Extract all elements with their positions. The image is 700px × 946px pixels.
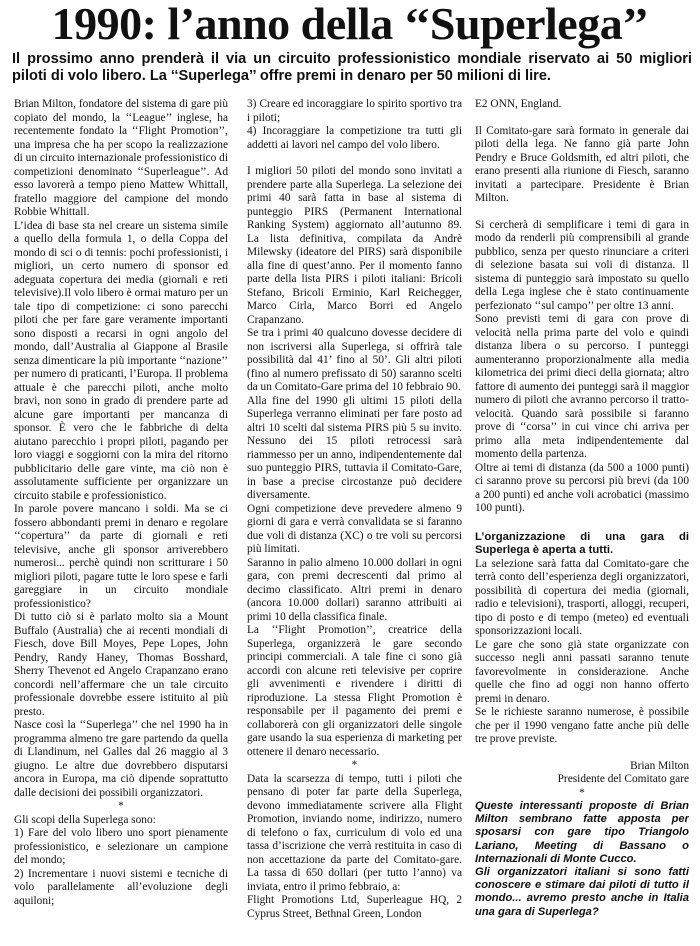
paragraph: Oltre ai temi di distanza (da 500 a 1000 punti) ci saranno prove su percorsi più brevi (da 100 a 200 punti) ed anche voli acrobatici (massimo 100 punti). [475,461,689,514]
address: E2 ONN, England. [475,98,562,110]
section-separator: * [118,800,124,812]
paragraph: Gli scopi della Superlega sono: [14,813,156,826]
paragraph: Brian Milton, fondatore del sistema di gare più copiato del mondo, la ‘‘League’’ inglese, ha recentemente fondato la ‘‘Flight Promotion’’, una impresa che ha per scopo la realizzazione di un circuito internazionale professionistico di competizioni denominato ‘‘Superleague’’. Ad esso lavorerà a tempo pieno Mattew Whittall, fratello maggiore del campione del mondo Robbie Whittall. [14,98,228,218]
paragraph: Le gare che sono già state organizzate con successo negli anni passati saranno tenute favorevolmente in considerazione. Anche quelle che fino ad oggi non hanno offerto premi in denaro. [475,638,689,705]
spacer [475,516,689,529]
paragraph: Data la scarsezza di tempo, tutti i piloti che pensano di poter far parte della Superlega, devono immediatamente scrivere alla Flight Promotion, inviando nome, indirizzo, numero di telefono o fax, curriculum di volo ed una tassa d’iscrizione che verrà restituita in caso di non accettazione da parte del Comitato-gare. La tassa di 650 dollari (per tutto l’anno) va inviata, entro il primo febbraio, a: [247,772,462,893]
editorial-note: Gli organizzatori italiani si sono fatti conoscere e stimare dai piloti di tutto il mondo... avremo presto anche in Italia una gara di Superlega? [475,866,689,918]
paragraph: I migliori 50 piloti del mondo sono invitati a prendere parte alla Superlega. La selezione dei primi 40 sarà fatta in base al sistema di punteggio PIRS (Permanent International Ranking System) aggiornato all’autunno 89. La lista definitiva, compilata da Andrè Milewsky (ideatore del PIRS) sarà disponibile alla fine di quest’anno. Per il momento fanno parte della lista PIRS i piloti italiani: Bricoli Stefano, Bricoli Erminio, Karl Reichegger, Marco Cirla, Marco Borri ed Angelo Crapanzano. [247,165,462,326]
paragraph: Se le richieste saranno numerose, è possibile che per il 1990 vengano fatte anche più delle tre prove previste. [475,706,689,745]
paragraph: Nasce così la ‘‘Superlega’’ che nel 1990 ha in programma almeno tre gare partendo da quella di Llandinum, nel Galles dal 26 maggio al 3 giugno. Le altre due dovrebbero disputarsi ancora in Europa, ma ciò dipende soprattutto dalle decisioni dei possibili organizzatori. [14,719,228,799]
spacer [475,112,689,125]
spacer [475,747,689,760]
text-column-1 [14,98,228,944]
paragraph: Di tutto ciò si è parlato molto sia a Mount Buffalo (Australia) che ai recenti mondiali di Fiesch, dove Bill Moyes, Pepe Lopes, John Pendry, Randy Haney, Thomas Bosshard, Sherry Thevenot ed Angelo Crapanzano erano concordi nell’affermare che un tale circuito professionale dovrebbe essere istituito al più presto. [14,611,228,718]
paragraph: La selezione sarà fatta dal Comitato-gare che terrà conto dell’esperienza degli organizzatori, possibilità di copertura dei media (giornali, radio e televisioni), trasporti, alloggi, recuperi, tipo di posto e di tempo (meteo) ed eventuali sponsorizzazioni locali. [475,557,689,637]
list-item: 4) Incoraggiare la competizione tra tutti gli addetti ai lavori nel campo del volo libero. [247,125,462,151]
text-column-2 [247,98,462,944]
section-separator: * [351,759,358,771]
section-separator: * [579,786,585,799]
paragraph: In parole povere mancano i soldi. Ma se ci fossero abbondanti premi in denaro e regolare ‘‘copertura’’ da parte di giornali e reti televisive, anche gli sponsor arriverebbero numerosi... perchè quindi non scritturare i 50 migliori piloti, pagare tutte le loro spese e farli gareggiare in un circuito mondiale professionistico? [14,503,228,610]
paragraph: Ogni competizione deve prevedere almeno 9 giorni di gara e verrà convalidata se si faranno due voli di distanza (XC) o tre voli su percorsi più limitati. [247,502,462,555]
paragraph: Saranno in palio almeno 10.000 dollari in ogni gara, con premi decrescenti dal primo al decimo classificato. Altri premi in denaro (ancora 10.000 dollari) saranno attribuiti ai primi 10 della classifica finale. [247,556,462,623]
paragraph: Si cercherà di semplificare i temi di gara in modo da renderli più comprensibili al grande pubblico, senza per questo rinunciare a criteri di selezione basata sui voli di distanza. Il sistema di punteggio sarà impostato su quello della Lega inglese che è stato continuamente perfezionato ‘‘sul campo’’ per oltre 13 anni. [475,218,689,312]
paragraph: La ‘‘Flight Promotion’’, creatrice della Superlega, organizzerà le gare secondo principi commerciali. A tale fine ci sono già accordi con alcune reti televisive per coprire gli avvenimenti e rivendere i diritti di riproduzione. La stessa Flight Promotion è responsabile per il pagamento dei premi e collaborerà con gli organizzatori delle singole gare usando la sua esperienza di marketing per ottenere il denaro necessario. [247,624,462,758]
paragraph: Se tra i primi 40 qualcuno dovesse decidere di non iscriversi alla Superlega, si offrirà tale possibilità dal 41’ fino al 50’. Gli altri piloti (fino al numero prefissato di 50) saranno scelti da un Comitato-Gare prima del 10 febbraio 90. [247,327,462,393]
text-column-3 [475,98,689,944]
paragraph: L’idea di base sta nel creare un sistema simile a quello della formula 1, o della Coppa del mondo di sci o di tennis: pochi professionisti, i migliori, un certo numero di sponsor ed adeguata copertura dei media (giornali e reti televisive).Il volo libero è ormai maturo per un tale tipo di competizione: ci sono parecchi piloti che per fare gare veramente importanti sono disposti a recarsi in ogni angolo del mondo, dall’Australia al Giappone al Brasile senza dimenticare la più importante ‘‘nazione’’ per numero di praticanti, l’Europa. Il problema attuale è che parecchi piloti, anche molto bravi, non sono in grado di prendere parte ad alcune gare importanti per mancanza di sponsor. È vero che le fabbriche di delta aiutano parecchio i propri piloti, pagando per loro viaggi e soggiorni con la mira del ritorno pubblicitario delle gare vinte, ma ciò non è assolutamente sufficiente per organizzare un circuito stabile e professionistico. [14,219,228,502]
spacer [247,152,462,165]
signature-name: Brian Milton [630,759,689,772]
article-headline: 1990: l’anno della ‘‘Superlega’’ [51,0,649,49]
spacer [475,206,689,219]
editorial-note: Queste interessanti proposte di Brian Milton sembrano fatte apposta per sposarsi con gare tipo Triangolo Lariano, Meeting di Bassano o Internazionali di Monte Cucco. [475,800,689,865]
paragraph: Sono previsti temi di gara con prove di velocità nella prima parte del volo e quindi distanza libera o su percorso. I punteggi aumenteranno proporzionalmente alla media kilometrica dei primi dieci della giornata; altro fattore di aumento dei punteggi sarà il maggior numero di piloti che avranno percorso il tratto-velocità. Quando sarà possibile si faranno prove di ‘‘corsa’’ in cui vince chi arriva per primo alla meta indipendentemente dal momento della partenza. [475,313,689,460]
article-standfirst: Il prossimo anno prenderà il via un circuito professionistico mondiale riservato ai 50 migliori piloti di volo libero. La ‘‘Superlega’’ offre premi in denaro per 50 milioni di lire. [12,51,692,84]
section-subheading: L’organizzazione di una gara di Superlega è aperta a tutti. [475,530,689,556]
list-item: 3) Creare ed incoraggiare lo spirito sportivo tra i piloti; [247,98,462,124]
paragraph: Il Comitato-gare sarà formato in generale dai piloti della lega. Ne fanno già parte John Pendry e Bruce Goldsmith, ed altri piloti, che erano presenti alla riunione di Fiesch, saranno invitati a partecipare. Presidente è Brian Milton. [475,124,689,204]
address: Flight Promotions Ltd, Superleague HQ, 2 Cyprus Street, Bethnal Green, London [247,894,462,920]
signature-title: Presidente del Comitato gare [557,773,689,785]
list-item: 1) Fare del volo libero uno sport pienamente professionistico, e selezionare un campione del mondo; [14,827,228,866]
list-item: 2) Incrementare i nuovi sistemi e tecniche di volo parallelamente all’evoluzione degli aquiloni; [14,867,228,907]
paragraph: Alla fine del 1990 gli ultimi 15 piloti della Superlega verranno eliminati per fare posto ad altri 10 scelti dal sistema PIRS più 5 su invito. Nessuno dei 15 piloti retrocessi sarà riammesso per un anno, indipendentemente dal suo punteggio PIRS, tuttavia il Comitato-Gare, in base a precise circostanze può decidere diversamente. [247,394,462,501]
